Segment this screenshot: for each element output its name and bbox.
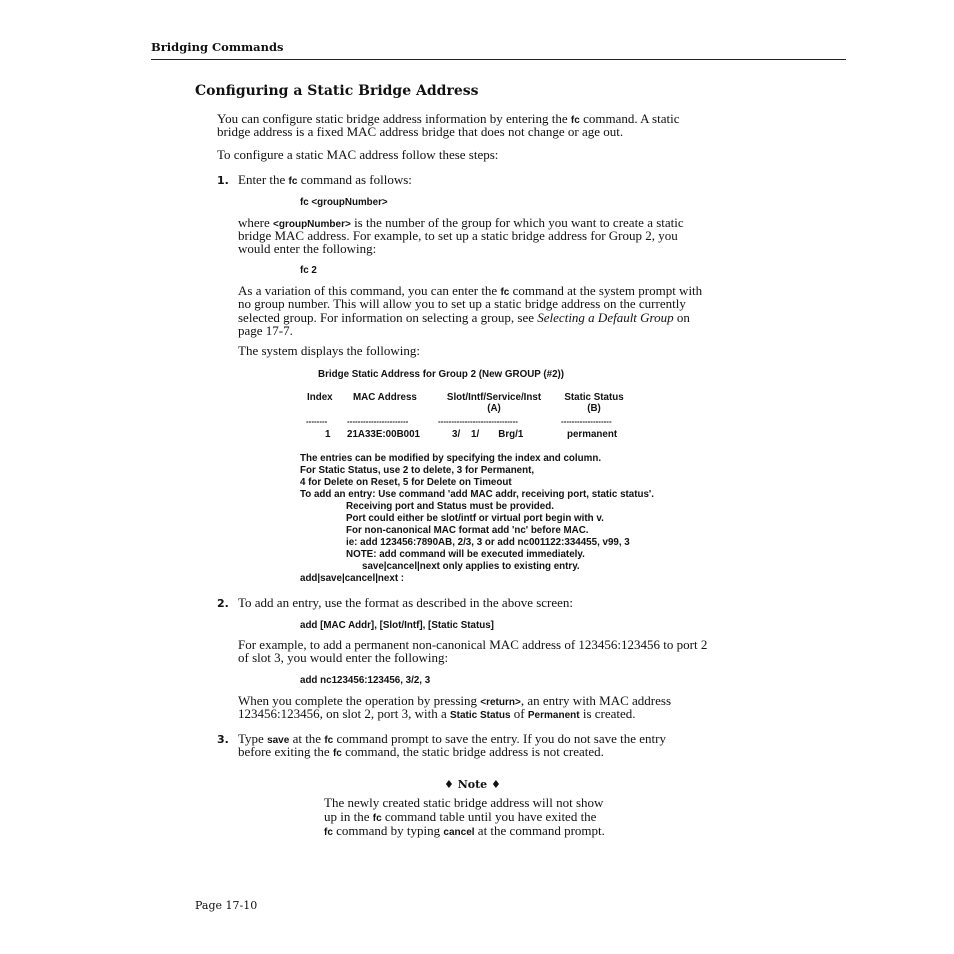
variation-line-2: no group number. This will allow you to set up a static bridge address on the currently xyxy=(238,296,686,311)
intro-line-1: You can configure static bridge address information by entering the fc command. A static xyxy=(217,111,680,126)
step-2-number: 2. xyxy=(217,597,229,610)
code-fc-groupnumber: fc <groupNumber> xyxy=(300,197,388,208)
screen-indented-line: NOTE: add command will be executed immediately. xyxy=(346,549,585,560)
dash-mac: ----------------------- xyxy=(347,417,409,426)
where-line-2: bridge MAC address. For example, to set up a static bridge address for Group 2, you xyxy=(238,228,678,243)
dash-index: -------- xyxy=(306,417,328,426)
col-header-mac: MAC Address xyxy=(353,392,417,403)
step-3-number: 3. xyxy=(217,733,229,746)
when-line-1: When you complete the operation by pressing <return>, an entry with MAC address xyxy=(238,693,672,708)
step-1-number: 1. xyxy=(217,174,229,187)
screen-line: To add an entry: Use command 'add MAC addr, receiving port, static status'. xyxy=(300,489,654,500)
dash-status: ------------------- xyxy=(561,417,612,426)
screen-prompt: add|save|cancel|next : xyxy=(300,573,405,584)
step-3-line-2: before exiting the fc command, the static bridge address is not created. xyxy=(238,744,604,759)
table-row-mac: 21A33E:00B001 xyxy=(347,429,420,440)
col-header-index: Index xyxy=(307,392,333,403)
cross-reference-link: Selecting a Default Group xyxy=(537,310,674,325)
where-line-3: would enter the following: xyxy=(238,241,377,256)
system-displays-text: The system displays the following: xyxy=(238,343,420,358)
page-number: Page 17-10 xyxy=(195,899,258,912)
intro-paragraph-2: To configure a static MAC address follow these steps: xyxy=(217,147,499,162)
screen-indented-line-2: save|cancel|next only applies to existing entry. xyxy=(362,561,580,572)
where-line-1: where <groupNumber> is the number of the group for which you want to create a static xyxy=(238,215,684,230)
running-header: Bridging Commands xyxy=(151,40,284,54)
note-line-1: The newly created static bridge address will not show xyxy=(324,795,604,810)
dash-slot: ------------------------------ xyxy=(438,417,518,426)
variation-line-1: As a variation of this command, you can enter the fc command at the system prompt with xyxy=(238,283,703,298)
code-fc-2: fc 2 xyxy=(300,265,317,276)
note-line-3: fc command by typing cancel at the command prompt. xyxy=(324,823,605,838)
table-row-slot: 3/ 1/ Brg/1 xyxy=(452,429,524,440)
note-line-2: up in the fc command table until you have exited the xyxy=(324,809,597,824)
example-line-2: of slot 3, you would enter the following: xyxy=(238,650,449,665)
intro-line-2: bridge address is a fixed MAC address bridge that does not change or age out. xyxy=(217,124,624,139)
header-rule xyxy=(151,59,846,60)
col-header-slot: Slot/Intf/Service/Inst (A) xyxy=(446,392,542,414)
when-line-2: 123456:123456, on slot 2, port 3, with a Static Status of Permanent is created. xyxy=(238,706,636,721)
screen-indented-line: For non-canonical MAC format add 'nc' before MAC. xyxy=(346,525,589,536)
section-title: Configuring a Static Bridge Address xyxy=(195,83,479,99)
example-line-1: For example, to add a permanent non-canonical MAC address of 123456:123456 to port 2 xyxy=(238,637,708,652)
step-1-text: Enter the fc command as follows: xyxy=(238,172,412,187)
variation-line-3: selected group. For information on selecting a group, see Selecting a Default Group on xyxy=(238,310,690,325)
variation-line-4: page 17-7. xyxy=(238,323,293,338)
screen-line: The entries can be modified by specifying the index and column. xyxy=(300,453,602,464)
note-heading: ♦ Note ♦ xyxy=(444,778,501,791)
screen-line: 4 for Delete on Reset, 5 for Delete on Timeout xyxy=(300,477,512,488)
screen-indented-line: Receiving port and Status must be provided. xyxy=(346,501,554,512)
table-row-index: 1 xyxy=(325,429,331,440)
screen-title: Bridge Static Address for Group 2 (New GROUP (#2)) xyxy=(318,369,565,380)
screen-indented-line: ie: add 123456:7890AB, 2/3, 3 or add nc001122:334455, v99, 3 xyxy=(346,537,630,548)
table-row-status: permanent xyxy=(567,429,618,440)
code-add-example: add nc123456:123456, 3/2, 3 xyxy=(300,675,431,686)
step-3-line-1: Type save at the fc command prompt to save the entry. If you do not save the entry xyxy=(238,731,666,746)
screen-line: For Static Status, use 2 to delete, 3 for Permanent, xyxy=(300,465,535,476)
screen-indented-line: Port could either be slot/intf or virtual port begin with v. xyxy=(346,513,604,524)
step-2-text: To add an entry, use the format as described in the above screen: xyxy=(238,595,574,610)
command-fc: fc xyxy=(570,115,580,126)
code-add-format: add [MAC Addr], [Slot/Intf], [Static Status] xyxy=(300,620,494,631)
col-header-status: Static Status (B) xyxy=(564,392,624,414)
